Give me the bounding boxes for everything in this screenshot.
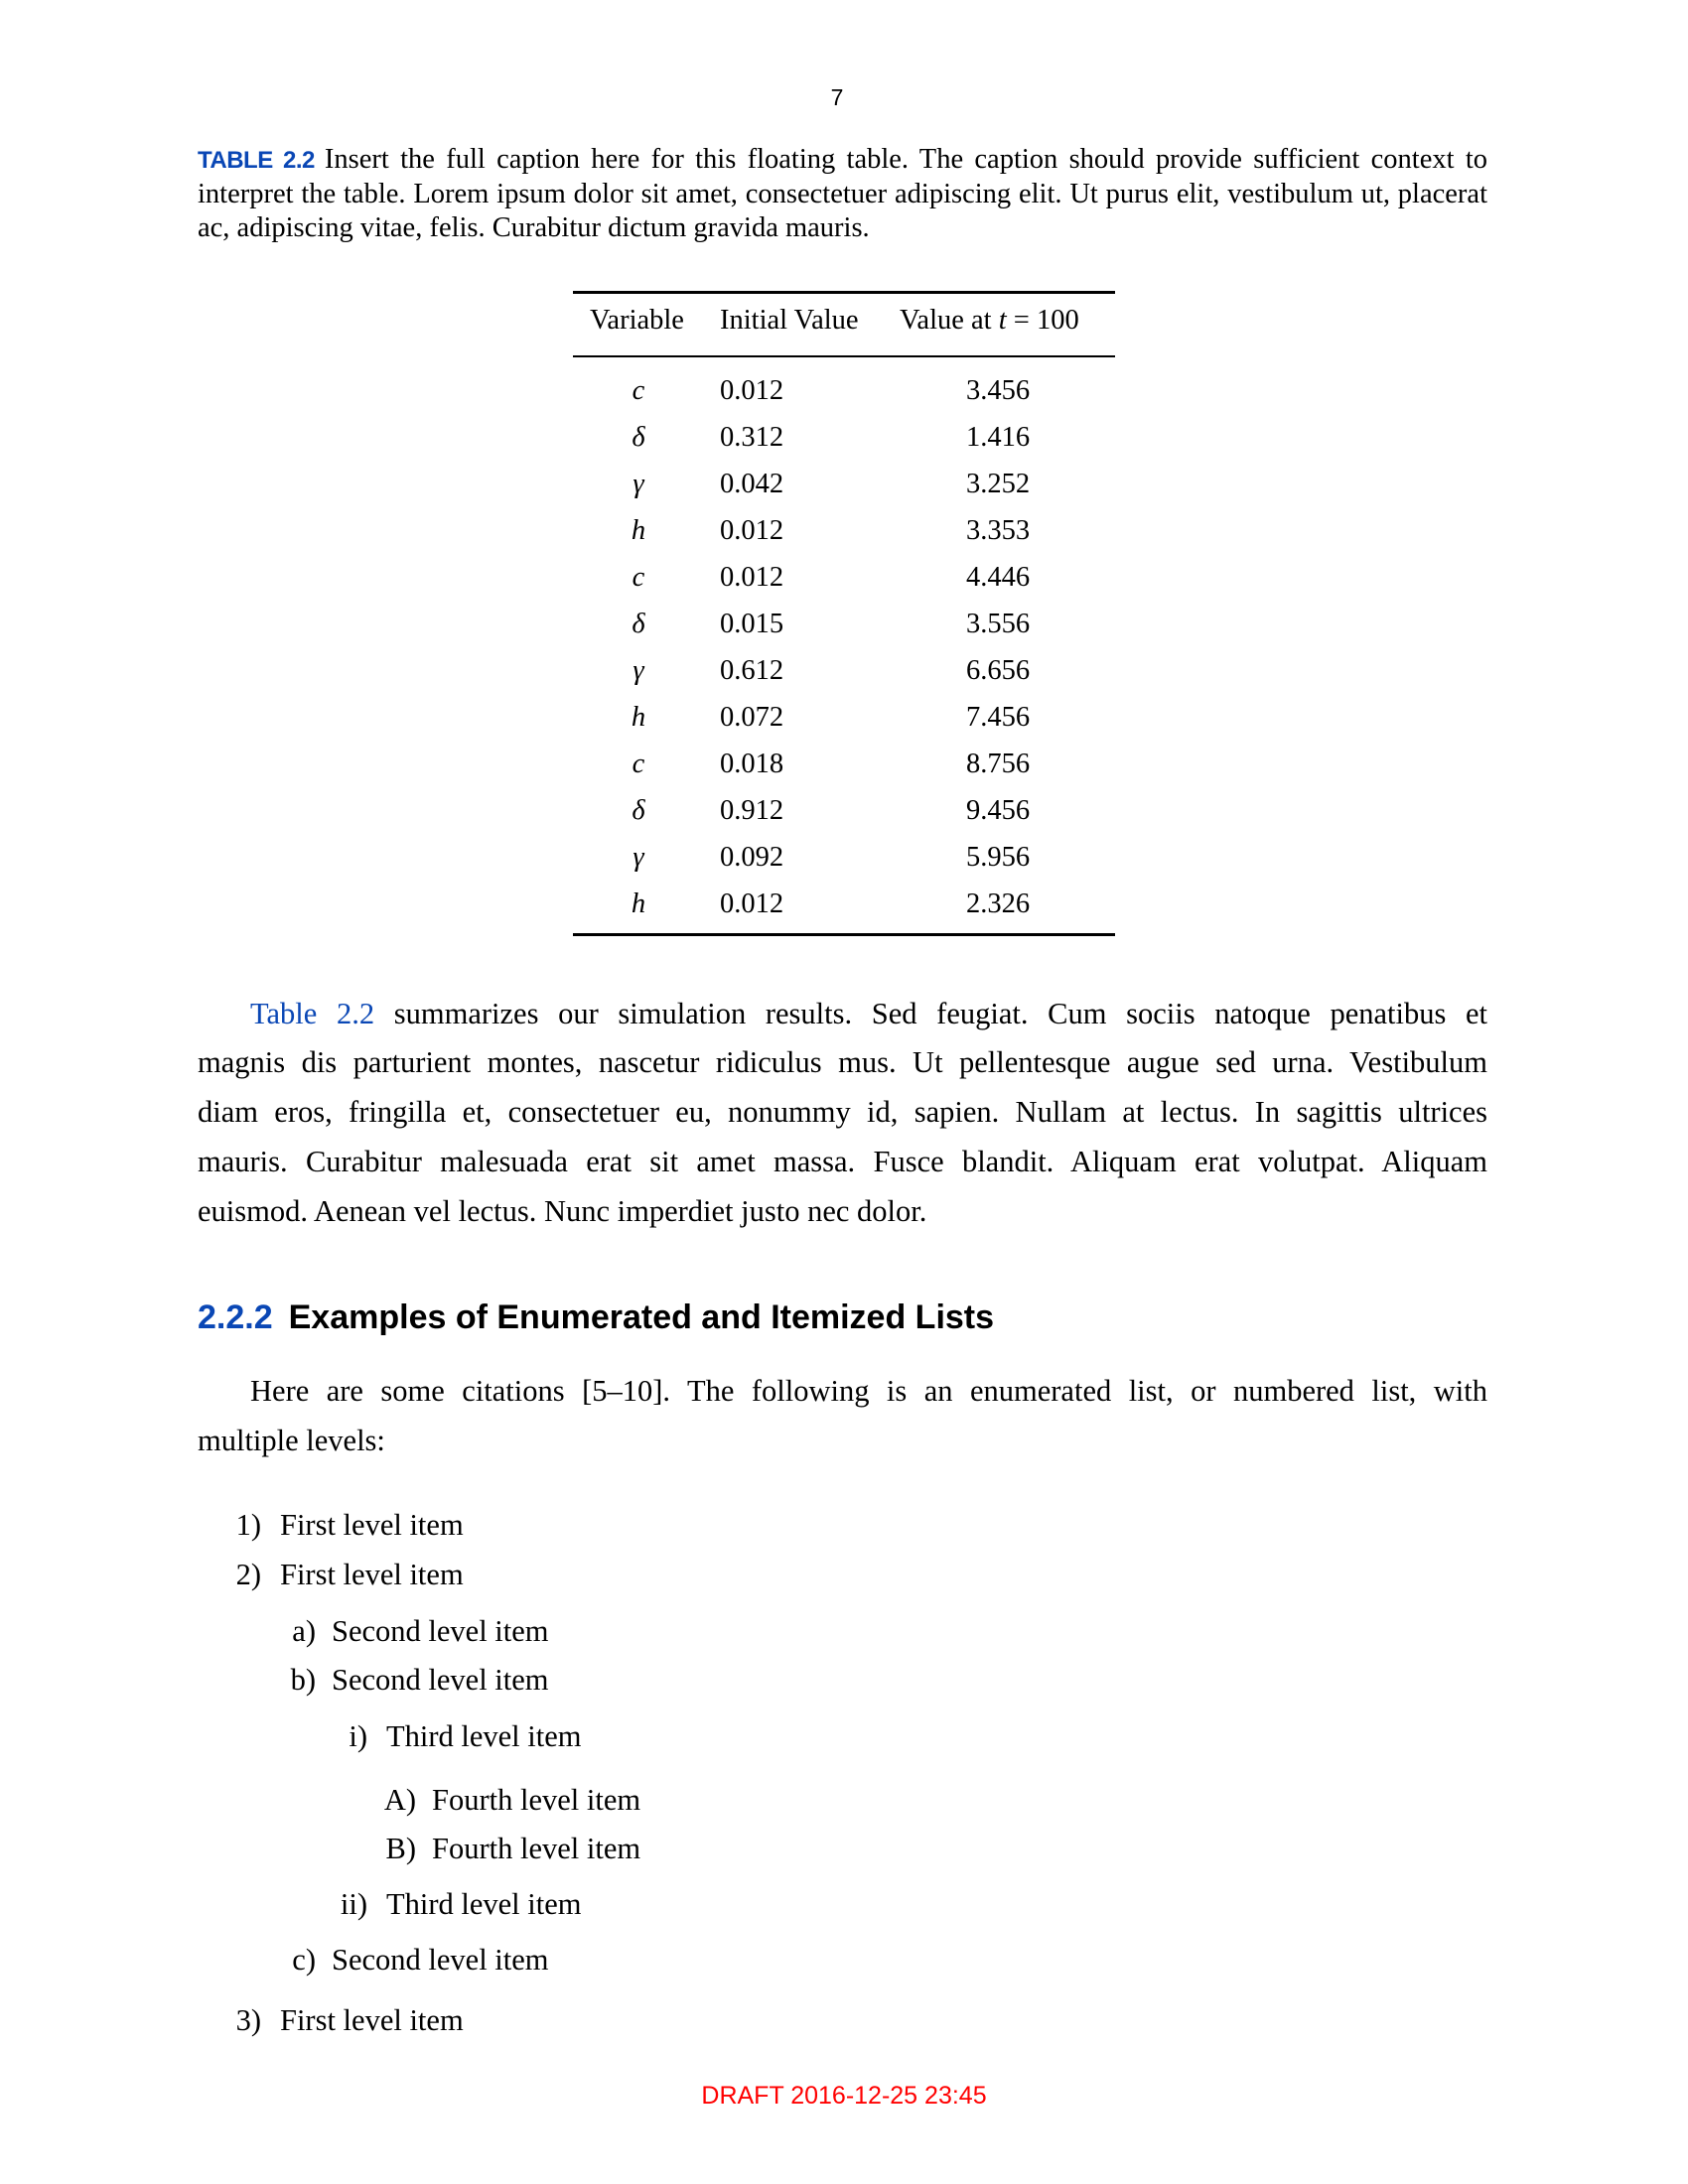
list-item-label: a) xyxy=(292,1613,316,1648)
paragraph-line: Here are some citations [5–10]. The following is an enumerated list, or numbered list, with xyxy=(250,1373,1487,1408)
list-item-text: Third level item xyxy=(386,1886,582,1921)
table-header-value-at-t xyxy=(900,307,1079,336)
cell-variable: h xyxy=(631,701,646,733)
cell-value-at-100: 3.252 xyxy=(965,468,1031,499)
cell-initial-value: 0.012 xyxy=(720,887,784,919)
cell-value-at-100: 7.456 xyxy=(965,701,1031,733)
list-item-text: Second level item xyxy=(332,1662,549,1697)
paragraph-line xyxy=(198,1044,1487,1079)
cell-initial-value: 0.012 xyxy=(720,514,784,546)
list-item-label: c) xyxy=(292,1942,316,1977)
list-item-text: Fourth level item xyxy=(432,1831,641,1865)
cell-value-at-100: 9.456 xyxy=(965,794,1031,826)
caption-label: TABLE 2.2 xyxy=(198,147,315,174)
paragraph-line xyxy=(198,1193,1487,1228)
draft-stamp: DRAFT 2016-12-25 23:45 xyxy=(701,2082,987,2110)
cell-initial-value: 0.012 xyxy=(720,561,784,593)
list-item-text: First level item xyxy=(280,1507,464,1542)
paragraph-line: multiple levels: xyxy=(198,1423,385,1457)
cell-initial-value: 0.012 xyxy=(720,374,784,406)
paragraph-line-text: diam eros, fringilla et, consectetuer eu, nonummy id, sapien. Nullam at lectus. In sagittis ultrices xyxy=(198,1094,1487,1129)
list-item-label: b) xyxy=(290,1662,316,1697)
cell-variable: δ xyxy=(632,608,645,639)
cell-value-at-100: 3.456 xyxy=(965,374,1031,406)
list-item-text: Second level item xyxy=(332,1942,549,1977)
list-item-label: ii) xyxy=(340,1886,367,1921)
cell-variable: δ xyxy=(632,794,645,826)
header-value-at-label: Value at xyxy=(900,305,992,336)
cell-value-at-100: 3.353 xyxy=(965,514,1031,546)
paragraph-line xyxy=(198,1144,1487,1178)
cell-initial-value: 0.092 xyxy=(720,841,784,873)
section-title: Examples of Enumerated and Itemized Lists xyxy=(288,1298,995,1336)
paragraph-line-text: euismod. Aenean vel lectus. Nunc imperdiet justo nec dolor. xyxy=(198,1193,927,1228)
list-item-label: 2) xyxy=(235,1557,261,1591)
cell-initial-value: 0.912 xyxy=(720,794,784,826)
section-number: 2.2.2 xyxy=(198,1298,273,1336)
table-header-initial-value: Initial Value xyxy=(720,305,859,336)
cell-initial-value: 0.072 xyxy=(720,701,784,733)
cell-initial-value: 0.612 xyxy=(720,654,784,686)
cell-variable: δ xyxy=(632,421,645,453)
cell-variable: c xyxy=(632,748,645,779)
table-caption xyxy=(198,143,1487,245)
paragraph-line xyxy=(250,996,1488,1030)
table-bottom-rule xyxy=(573,933,1115,936)
cell-variable: c xyxy=(632,374,645,406)
cell-initial-value: 0.018 xyxy=(720,748,784,779)
section-heading xyxy=(198,1300,994,1334)
header-equals-100: = 100 xyxy=(1013,305,1079,336)
cell-value-at-100: 1.416 xyxy=(965,421,1031,453)
cell-initial-value: 0.312 xyxy=(720,421,784,453)
cell-value-at-100: 3.556 xyxy=(965,608,1031,639)
paragraph-line-text: magnis dis parturient montes, nascetur ridiculus mus. Ut pellentesque augue sed urna. Vestibulum xyxy=(198,1044,1487,1079)
cell-value-at-100: 6.656 xyxy=(965,654,1031,686)
cell-variable: γ xyxy=(633,468,644,499)
cell-initial-value: 0.042 xyxy=(720,468,784,499)
table-header-rule xyxy=(573,355,1115,357)
cell-variable: h xyxy=(631,514,646,546)
table-reference-link[interactable]: Table 2.2 xyxy=(250,996,375,1030)
list-item-label: 3) xyxy=(235,2002,261,2037)
cell-value-at-100: 2.326 xyxy=(965,887,1031,919)
cell-variable: h xyxy=(631,887,646,919)
paragraph-line xyxy=(198,1094,1487,1129)
list-item-label: i) xyxy=(349,1718,367,1753)
list-item-text: First level item xyxy=(280,1557,464,1591)
table-header-variable: Variable xyxy=(590,305,684,336)
cell-value-at-100: 4.446 xyxy=(965,561,1031,593)
paragraph-line-text: mauris. Curabitur malesuada erat sit amet massa. Fusce blandit. Aliquam erat volutpat. Aliquam xyxy=(198,1144,1487,1178)
list-item-label: B) xyxy=(385,1831,416,1865)
list-item-label: A) xyxy=(383,1782,416,1817)
header-t-symbol: t xyxy=(998,305,1007,336)
page-number: 7 xyxy=(830,84,844,110)
list-item-text: First level item xyxy=(280,2002,464,2037)
cell-value-at-100: 8.756 xyxy=(965,748,1031,779)
cell-initial-value: 0.015 xyxy=(720,608,784,639)
cell-variable: c xyxy=(632,561,645,593)
list-item-label: 1) xyxy=(235,1507,261,1542)
cell-variable: γ xyxy=(633,841,644,873)
cell-value-at-100: 5.956 xyxy=(965,841,1031,873)
list-item-text: Fourth level item xyxy=(432,1782,641,1817)
list-item-text: Third level item xyxy=(386,1718,582,1753)
paragraph-line-text: summarizes our simulation results. Sed feugiat. Cum sociis natoque penatibus et xyxy=(393,996,1488,1030)
list-item-text: Second level item xyxy=(332,1613,549,1648)
caption-text: Insert the full caption here for this floating table. The caption should provide sufficient context to interpret the table. Lorem ipsum dolor sit amet, consectetuer adipiscing elit. Ut purus elit, vestibulum ut, placerat ac, adipiscing vitae, felis. Curabitur dictum gravida mauris. xyxy=(198,144,1487,243)
table-top-rule xyxy=(573,291,1115,294)
cell-variable: γ xyxy=(633,654,644,686)
